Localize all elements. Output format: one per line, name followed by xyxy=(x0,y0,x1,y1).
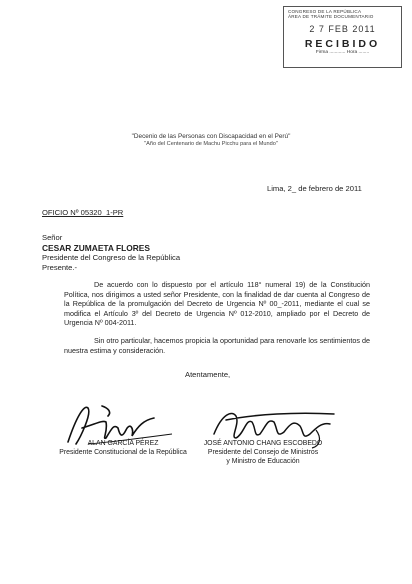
decade-motto: "Decenio de las Personas con Discapacidad en el Perú" xyxy=(131,133,291,140)
official-motto xyxy=(96,133,326,148)
body-paragraph-1: De acuerdo con lo dispuesto por el artículo 118° numeral 19) de la Constitución Política, nos dirigimos a usted señor Presidente, con la finalidad de dar cuenta al Congreso de la República de la promulgación del Decreto de Urgencia Nº 00_-2011, mediante el cual se modifica el Artículo 3º del Decreto de Urgencia Nº 012-2010, ampliado por el Decreto de Urgencia Nº 004-2011. xyxy=(64,280,370,328)
stamp-institution: CONGRESO DE LA REPÚBLICA xyxy=(288,9,362,14)
addressee-block xyxy=(42,233,180,273)
stamp-signature-line: Firma ............ Hora ........ xyxy=(315,49,370,55)
signature-left xyxy=(48,440,198,458)
signature-right xyxy=(178,440,348,466)
stamp-date: 2 7 FEB 2011 xyxy=(309,23,376,34)
addressee-title: Presidente del Congreso de la República xyxy=(42,253,181,262)
addressee-name: CESAR ZUMAETA FLORES xyxy=(42,243,150,253)
stamp-received-label: RECIBIDO xyxy=(304,37,381,50)
signatory-right-name: JOSÉ ANTONIO CHANG ESCOBEDO xyxy=(203,440,323,447)
addressee-location: Presente.- xyxy=(42,263,78,272)
year-motto: "Año del Centenario de Machu Picchu para el Mundo" xyxy=(144,141,278,147)
signatory-left-name: ALAN GARCÍA PÉREZ xyxy=(87,440,159,447)
received-stamp xyxy=(283,6,402,68)
signatory-left-role: Presidente Constitucional de la República xyxy=(59,448,187,456)
letter-date: Lima, 2_ de febrero de 2011 xyxy=(267,184,362,193)
body-paragraph-2: Sin otro particular, hacemos propicia la oportunidad para renovarle los sentimientos de nuestra estima y consideración. xyxy=(64,335,370,355)
closing-phrase: Atentamente, xyxy=(185,370,231,379)
letter-body xyxy=(64,280,370,363)
salutation: Señor xyxy=(42,233,63,242)
stamp-department: ÁREA DE TRÁMITE DOCUMENTARIO xyxy=(288,14,374,20)
document-reference: OFICIO Nº 05320_1-PR xyxy=(42,208,124,217)
signatory-right-role-1: Presidente del Consejo de Ministros xyxy=(207,448,319,456)
signatory-right-role-2: y Ministro de Educación xyxy=(226,457,300,465)
